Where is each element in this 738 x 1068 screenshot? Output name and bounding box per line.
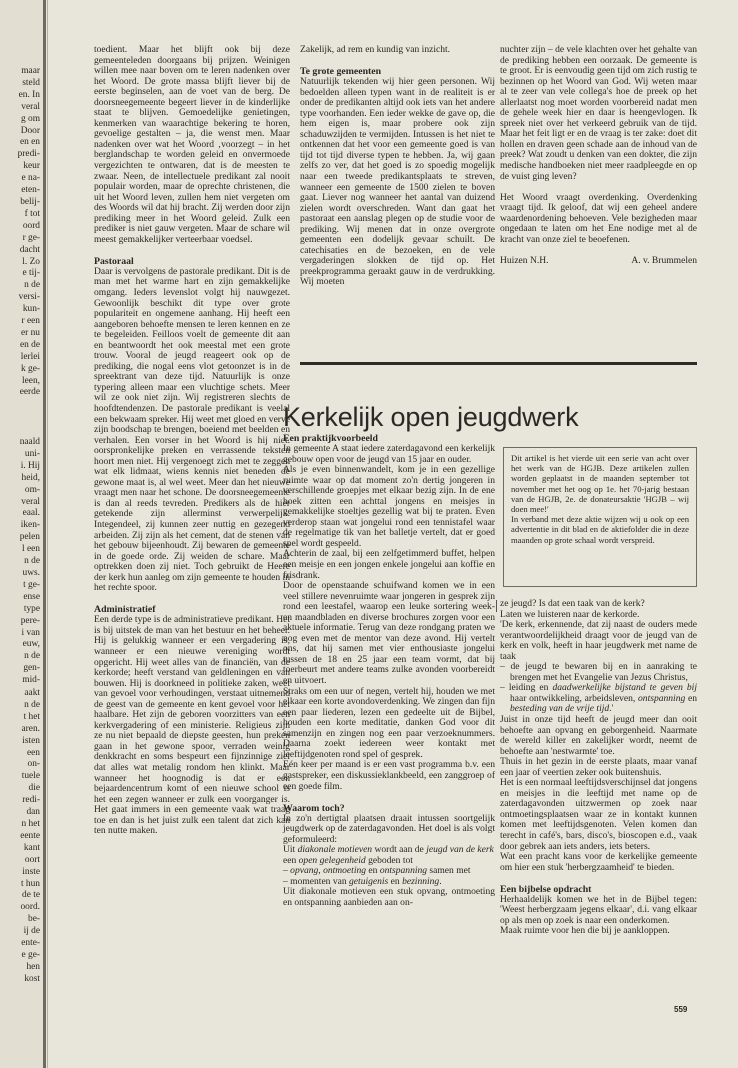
- emphasis: diakonale motieven: [297, 844, 373, 856]
- cut-off-text-fragment: kost: [24, 973, 40, 984]
- emphasis: ontspanning: [379, 865, 428, 877]
- signature-place: Huizen N.H.: [500, 254, 549, 266]
- cut-off-text-fragment: redi-: [22, 795, 40, 806]
- emphasis: bezinning: [402, 875, 440, 887]
- cut-off-text-fragment: predi-: [17, 149, 40, 160]
- page-gutter-line-light: [47, 0, 48, 1068]
- text: haar ontwikkeling, arbeidsleven,: [510, 692, 639, 704]
- paragraph: Achterin de zaal, bij een zelfgetimmerd buffet, helpen een meisje en een jongen enkele jongelui aan koffie en frisdrank.: [283, 548, 495, 581]
- cut-off-text-fragment: Door: [20, 125, 40, 136]
- section-heading-bijbelse-opdracht: Een bijbelse opdracht: [500, 883, 592, 895]
- cut-off-text-fragment: n de: [24, 699, 40, 710]
- column-2-top: [300, 45, 495, 288]
- column-2-article: [283, 433, 495, 908]
- paragraph: Door de openstaande schuifwand komen we in een veel stillere nevenruimte waar jongeren in gesprek zijn rond een leestafel, waarop een leuke sortering week- en maandbladen en diverse brochures zorgen voor een aktuele informatie. Terug van deze rondgang praten we nog even met de mentor van deze avond. Hij vertelt ons, dat hij samen met vier enthousiaste jongelui tussen de 18 en 25 jaar een team vormt, dat bij toerbeurt met andere teams zulke avonden voorbereidt en uitvoert.: [283, 580, 495, 687]
- cut-off-text-fragment: oort: [24, 854, 40, 865]
- box-paragraph: In verband met deze aktie wijzen wij u ook op een advertentie in dit blad en de aktiefolder die in deze maanden op grote schaal wordt verspreid.: [511, 514, 689, 545]
- paragraph: In gemeente A staat iedere zaterdagavond een kerkelijk gebouw open voor de jeugd van 15 jaar en ouder.: [283, 443, 495, 465]
- cut-off-text-fragment: g om: [20, 113, 40, 124]
- text: en: [685, 692, 697, 704]
- left-fragments-group1: [0, 66, 40, 399]
- quote-paragraph: 'De kerk, erkennende, dat zij naast de ouders mede verantwoordelijkheid draagt voor de jeugd van de kerk en volk, heeft in haar jeugdwerk met name de taak: [500, 619, 697, 662]
- column-1: [94, 45, 290, 837]
- quote-list-item: – de jeugd te bewaren bij en in aanraking te brengen met het Evangelie van Jezus Christus,: [500, 661, 697, 683]
- paragraph: Uit diakonale motieven een stuk opvang, ontmoeting en ontspanning aanbieden aan on-: [283, 886, 495, 908]
- cut-off-text-fragment: eerde: [19, 387, 40, 398]
- paragraph: Een derde type is de administratieve predikant. Het is bij uitstek de man van het bestuur en het beheer. Hij is gelukkig wanneer er een vergadering is, wanneer er een nieuwe vereniging wordt opgericht. Hij weet alles van de financiën, van de kerkorde; heeft verstand van geldleningen en van bouwen. Hij is doorkneed in politieke zaken, weet van gevoel voor verhoudingen, verstaat uitnemend de geest van de gemeente en kent gevoel voor het haalbare. Het zijn de geboren voorzitters van een kerkvergadering of een ministerie. Religieus zijn ze nu niet bepaald de diepste geesten, hun preken gaan in het gewone spoor, verraden weinig denkkracht en soms bespeurt een fijnzinnige ziel dat alles wat metalig rondom hen klinkt. Maar wanneer het hoognodig is dat er een bejaardencentrum komt of een nieuwe school is het een zegen wanneer er zulk een voorganger is. Het gaat immers in een gemeente vaak wat traag toe en dan is het juist zulk een talent dat zich kan ten nutte maken.: [94, 614, 290, 837]
- text: Uit: [283, 844, 298, 856]
- cut-off-text-fragment: en. In: [18, 89, 40, 100]
- section-heading-te-grote-gemeenten: Te grote gemeenten: [300, 66, 382, 78]
- emphasis: open gelegenheid: [298, 854, 366, 866]
- cut-off-text-fragment: kant: [23, 842, 40, 853]
- paragraph: Herhaaldelijk komen we het in de Bijbel tegen: 'Weest herbergzaam jegens elkaar', d.i. vang elkaar op als men op zoek is naar een onderkomen.: [500, 893, 697, 926]
- cut-off-text-fragment: hen: [26, 961, 40, 972]
- cut-off-text-fragment: heid,: [21, 472, 40, 483]
- cut-off-text-fragment: eaal.: [22, 508, 40, 519]
- cut-off-text-fragment: k ge-: [20, 363, 40, 374]
- column-continuation-mark: [496, 600, 497, 612]
- article-separator-rule: [300, 362, 697, 365]
- text: .': [609, 703, 614, 715]
- signature-line: [500, 256, 697, 267]
- section-heading-pastoraal: Pastoraal: [94, 255, 134, 267]
- cut-off-text-fragment: eten-: [21, 185, 40, 196]
- cut-off-text-fragment: die: [28, 783, 40, 794]
- paragraph: nuchter zijn – de vele klachten over het gehalte van de prediking hebben een oorzaak. De gemeente is te groot. Er is eenvoudig geen tijd om zich rustig te bezinnen op het Woord van God. Wij weten maar al te zeer van vele collega's hoe de preek op het allerlaatst nog moet worden voorbereid nadat men de gehele week hier en daar is heengevlogen. Ik spreek niet over het verkeerd gebruik van de tijd. Maar het feit ligt er en de vraag is ter zake: doet dit hollen en draven geen schade aan de inhoud van de preek? Wat zoudt u denken van een dokter, die zijn medische handboeken niet meer raadpleegde en op de vuist ging leven?: [500, 44, 697, 182]
- cut-off-text-fragment: pere-: [20, 615, 40, 626]
- cut-off-text-fragment: n de: [24, 556, 40, 567]
- cut-off-text-fragment: gen-: [23, 663, 40, 674]
- paragraph: toedient. Maar het blijft ook bij deze gemeenteleden doorgaans bij prijzen. Weinigen willen mee naar boven om te leren nadenken over het Woord. De grote massa blijft liever bij de eerste beginselen, aan de voet van de berg. De doorsneegemeente begeert liever in de kinderlijke staat te blijven. Gemoedelijke genietingen, kenmerken van waarachtige bekering te horen, gevoelige gestalten – ja, die wenst men. Maar nadenken over wat het Woord ‚voorzegt – in het berglandschap te worden geleid en onvermoede vergezichten te ontwaren, dat is de meesten te zwaar. Neen, de intellectuele predikant zal nooit populair worden, maar de oprechte christenen, die uit het Woord leven, zullen hem niet vergeten om des Woords wil dat hij bracht. Zij werden door zijn prediking meer in het Woord geleid. Zulk een prediker is niet gauw vergeten. Maar de schare wil meest gemakkelijker verteerbaar voedsel.: [94, 44, 290, 245]
- section-heading-administratief: Administratief: [94, 604, 156, 616]
- cut-off-text-fragment: tuele: [21, 771, 40, 782]
- text: en: [366, 865, 380, 877]
- cut-off-text-fragment: kun-: [22, 304, 40, 315]
- cut-off-text-fragment: n de: [24, 280, 40, 291]
- paragraph: [283, 845, 495, 866]
- paragraph: Wat een pracht kans voor de kerkelijke gemeente om hier een stuk 'herbergzaamheid' te bieden.: [500, 851, 697, 873]
- box-paragraph: Dit artikel is het vierde uit een serie van acht over het werk van de HGJB. Deze artikelen zullen worden geplaatst in de maanden september tot november met het oog op 1e. het 70-jarig bestaan van de HGJB, 2e. de donateursaktie 'HGJB – wij doen mee!': [511, 453, 689, 515]
- cut-off-text-fragment: leen,: [22, 375, 40, 386]
- emphasis: opvang: [290, 865, 319, 877]
- cut-off-text-fragment: steld: [22, 77, 40, 88]
- text: –: [283, 865, 291, 877]
- paragraph: Juist in onze tijd heeft de jeugd meer dan ooit behoefte aan opvang en geborgenheid. Naarmate de wereld killer en zakelijker wordt, neemt de behoefte aan 'nestwarmte' toe.: [500, 714, 697, 757]
- cut-off-text-fragment: n het: [21, 818, 40, 829]
- cut-off-text-fragment: veral: [21, 101, 40, 112]
- cut-off-text-fragment: keur: [23, 161, 40, 172]
- cut-off-text-fragment: isten: [22, 735, 40, 746]
- paragraph: Maak ruimte voor hen die bij je aankloppen.: [500, 925, 670, 937]
- cut-off-text-fragment: euw,: [22, 639, 40, 650]
- emphasis: daadwerkelijke bijstand te geven bij: [552, 682, 697, 694]
- cut-off-text-fragment: aakt: [24, 688, 40, 698]
- cut-off-text-fragment: eente: [20, 830, 40, 841]
- paragraph: Als je even binnenwandelt, kom je in een gezellige ruimte waar op dat moment zo'n dertig jongeren in verschillende groepjes met elkaar bezig zijn. In de ene hoek zitten een achttal jongens en meisjes in gemakkelijke stoeltjes gezellig wat bij te praten. Even verderop staan wat jongelui rond een tennistafel waar de regelmatige tik van het balletje vertelt, dat er goed spel wordt gespeeld.: [283, 464, 495, 549]
- page-gutter-line: [43, 0, 46, 1068]
- section-heading-praktijkvoorbeeld: Een praktijkvoorbeeld: [283, 433, 378, 444]
- cut-off-text-fragment: iken-: [20, 520, 40, 531]
- paragraph: In zo'n dertigtal plaatsen draait intussen soortgelijk jeugdwerk op de zaterdagavonden. Het doel is als volgt geformuleerd:: [283, 812, 495, 845]
- cut-off-text-fragment: t het: [23, 711, 40, 722]
- paragraph: Het Woord vraagt overdenking. Overdenking vraagt tijd. Ik geloof, dat wij een geheel andere waardenordening behoeven. Vele bezigheden maar ongedaan te laten om het Ene nodige met al de kracht van onze ziel te beoefenen.: [500, 191, 697, 245]
- cut-off-text-fragment: on-: [27, 759, 40, 770]
- emphasis: getuigenis: [349, 875, 389, 887]
- text: samen met: [427, 865, 471, 877]
- cut-off-text-fragment: ense: [23, 591, 40, 602]
- paragraph: ze jeugd? Is dat een taak van de kerk?: [500, 598, 645, 609]
- cut-off-text-fragment: lerlei: [20, 351, 40, 362]
- cut-off-text-fragment: e na-: [21, 173, 40, 184]
- cut-off-text-fragment: i van: [21, 627, 40, 638]
- cut-off-text-fragment: pelen: [19, 532, 40, 543]
- cut-off-text-fragment: om-: [24, 484, 40, 495]
- paragraph: Daar is vervolgens de pastorale predikant. Dit is de man met het warme hart en zijn gemakkelijke omgang. Ieders levenslot volgt hij nauwgezet. Gewoonlijk beschikt dit type over grote populariteit en ongemene aanhang. Hij heeft een aangeboren behoefte mensen te leren kennen en ze te begeleiden. Feilloos voelt de gemeente dit aan en beantwoordt het ook meestal met een grote trouw. Vooral de jeugd reageert ook op de prediking, die nogal eens vlot getoonzet is in de spreektrant van deze tijd. Natuurlijk is onze typering alleen maar een vluchtige schets. Meer wil ze ook niet zijn. Wij registreren slechts de hoofdtendenzen. De pastorale predikant is veelal een bekwaam spreker. Hij weet met gloed en verve zijn boodschap te brengen, boeiend met beelden en verhalen. Een vorser in het Woord is hij niet. oorspronkelijke preken en verrassende teksten hoort men niet. Hij vergenoegt zich met te zeggen wat elk lidmaat, wiens kennis niet beneden de gewone maat is, al wel weet. Meer dan het nieuwe vraagt men naar het schone. De doorsneegemeente is dan al reeds tevreden. Predikers als de hier getekende zijn allerminst verwerpelijk. Integendeel, zij kunnen zeer nuttig en gezegend arbeiden. Zij zijn als het cement, dat de stenen van het gebouw bijeenhoudt. Zij bewaren de gemeente in de goede orde. Zij weiden de schare. Maar optrekken doen zij niet. Toch gebruikt de Heere der kerk hun aanleg om zijn gemeente te houden in het rechte spoor.: [94, 265, 290, 594]
- text: wordt aan de: [372, 844, 427, 856]
- cut-off-text-fragment: be-: [28, 914, 40, 925]
- paragraph: Laten we luisteren naar de kerkorde.: [500, 608, 640, 620]
- section-heading-waarom-toch: Waarom toch?: [283, 802, 345, 814]
- cut-off-text-fragment: e tij-: [22, 268, 40, 279]
- cut-off-text-fragment: en de: [19, 339, 40, 350]
- paragraph: Zakelijk, ad rem en kundig van inzicht.: [300, 44, 451, 55]
- cut-off-text-fragment: inste: [22, 866, 40, 877]
- paragraph: Het is een normaal leeftijdsverschijnsel dat jongens en meisjes in die leeftijd met name op de zaterdagavonden uitzwermen op zoek naar ontmoetingsplaatsen waar ze in kontakt kunnen komen met leeftijdsgenoten. Velen komen dan terecht in café's, bars, disco's, bioscopen e.d., vaak door gebrek aan iets anders, iets beters.: [500, 777, 697, 852]
- cut-off-text-fragment: ente-: [21, 938, 40, 949]
- cut-off-text-fragment: de te: [22, 890, 40, 901]
- left-fragments-group2: [0, 437, 40, 687]
- column-3-top: [500, 45, 697, 266]
- emphasis: ontmoeting: [323, 865, 367, 877]
- cut-off-text-fragment: uws.: [22, 567, 40, 578]
- cut-off-text-fragment: uni-: [24, 448, 40, 459]
- paragraph: Eén keer per maand is er een vast programma b.v. een gastspreker, een diskussieklankbeeld, een zanggroep of een goede film.: [283, 759, 495, 792]
- emphasis: jeugd van de kerk: [426, 844, 494, 856]
- cut-off-text-fragment: en en: [19, 137, 40, 148]
- cut-off-text-fragment: r een: [21, 316, 40, 327]
- cut-off-text-fragment: mid-: [22, 675, 40, 686]
- paragraph: Natuurlijk tekenden wij hier geen personen. Wij bedoelden alleen typen want in de realiteit is er onder de predikanten altijd ook iets van het andere type voorhanden. Een ieder wekke de gave op, die hem eigen is, maar probere ook zijn schaduwzijden te vermijden. Intussen is het niet te ontkennen dat het voor een gemeente goed is van tijd tot tijd diverse typen te hebben. Ja, wij gaan zelfs zo ver, dat het goed is zo spoedig mogelijk naar een tweede predikantsplaats te streven, wanneer een gemeente de 1500 zielen te boven gaat. Liever nog wanneer het aantal van duizend zielen wordt overschreden. Want dan gaat het pastoraat een aanslag plegen op de studie voor de prediking. Wij menen dat in onze overgrote gemeenten een dodelijk gevaar schuilt. De catechisaties en de bezoeken, en de vele vergaderingen slokken de tijd op. Het preekprogramma geraakt gauw in de verdrukking. Wij moeten: [300, 76, 495, 288]
- cut-off-text-fragment: l. Zo: [22, 256, 40, 267]
- page-number: 559: [674, 1005, 688, 1014]
- article-headline: Kerkelijk open jeugdwerk: [283, 402, 579, 432]
- cut-off-text-fragment: type: [23, 603, 40, 614]
- cut-off-text-fragment: naald: [19, 437, 40, 447]
- cut-off-text-fragment: i. Hij: [20, 460, 40, 471]
- cut-off-text-fragment: dacht: [19, 244, 40, 255]
- cut-off-text-fragment: een: [26, 747, 40, 758]
- emphasis: besteding van de vrije tijd: [510, 703, 610, 715]
- cut-off-text-fragment: n de: [24, 651, 40, 662]
- text: en: [388, 875, 403, 887]
- left-fragments-group3: [0, 688, 40, 986]
- cut-off-text-fragment: er nu: [20, 327, 40, 338]
- text: ,: [318, 865, 324, 877]
- cut-off-text-fragment: e ge-: [21, 949, 40, 960]
- text: geboden tot: [365, 854, 413, 866]
- cut-off-text-fragment: aren.: [21, 723, 40, 734]
- cut-off-text-fragment: ij de: [23, 926, 40, 937]
- series-info-box: [503, 447, 697, 587]
- cut-off-text-fragment: l een: [22, 544, 40, 555]
- text: .: [439, 875, 442, 887]
- text: – leiding en: [500, 682, 553, 694]
- cut-off-text-fragment: belij-: [20, 196, 40, 207]
- cut-off-text-fragment: t ge-: [23, 579, 40, 590]
- cut-off-text-fragment: dan: [26, 807, 40, 818]
- cut-off-text-fragment: f tot: [24, 208, 40, 219]
- text: – momenten van: [283, 875, 350, 887]
- paragraph: Straks om een uur of negen, vertelt hij, houden we met elkaar een korte avondoverdenking. We zingen dan fijn een paar liederen, lezen een gedeelte uit de Bijbel, houden een korte meditatie, danken God voor dit samenzijn en zingen nog een paar verzoeknummers. Daarna zoekt iedereen weer kontakt met leeftijdgenoten rond spel of gesprek.: [283, 685, 495, 760]
- cut-off-text-fragment: t hun: [20, 878, 40, 889]
- column-3-article: [500, 599, 697, 937]
- signature-author: A. v. Brummelen: [631, 254, 697, 266]
- cut-off-text-fragment: oord.: [20, 902, 40, 913]
- cut-off-text-fragment: maar: [21, 66, 40, 76]
- emphasis: ontspanning: [638, 692, 686, 704]
- cut-off-text-fragment: r ge-: [22, 232, 40, 243]
- quote-list-item: [500, 683, 697, 715]
- cut-off-text-fragment: versi-: [18, 292, 40, 303]
- cut-off-text-fragment: veral: [21, 496, 40, 507]
- cut-off-text-fragment: oord: [22, 220, 40, 231]
- paragraph: Thuis in het gezin in de eerste plaats, maar vanaf een jaar of veertien zeker ook buitenshuis.: [500, 756, 697, 778]
- text: een: [283, 854, 299, 866]
